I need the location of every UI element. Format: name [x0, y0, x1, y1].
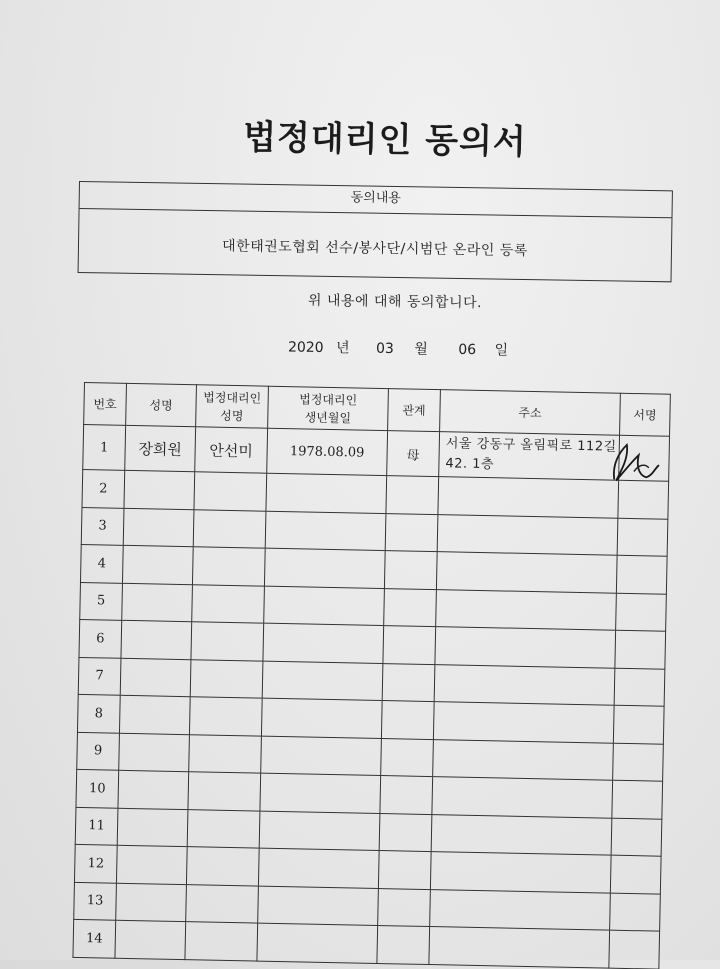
row-name [117, 808, 188, 847]
row-signature [614, 668, 665, 706]
row-number: 5 [80, 582, 123, 620]
row-number: 12 [74, 844, 117, 882]
row-guardian-birth [258, 886, 379, 926]
row-address [435, 627, 616, 668]
header-name: 성명 [126, 383, 197, 426]
row-signature [612, 780, 663, 818]
row-number: 1 [83, 425, 126, 471]
row-relation [385, 513, 438, 552]
row-name [119, 733, 190, 772]
consent-header-label: 동의내용 [350, 190, 401, 207]
row-signature [616, 555, 667, 593]
page-title: 법정대리인 동의서 [242, 117, 528, 163]
row-relation [380, 776, 433, 815]
row-guardian-birth [262, 661, 383, 701]
row-number: 3 [81, 507, 124, 545]
row-name [124, 470, 195, 509]
row-name [118, 770, 189, 809]
row-guardian-birth [260, 773, 381, 813]
agree-statement: 위 내용에 대해 동의합니다. [307, 292, 483, 312]
date-line [288, 336, 508, 359]
row-relation [378, 888, 431, 927]
row-guardian-birth [261, 736, 382, 776]
row-guardian-birth [265, 511, 386, 551]
row-guardian-name [192, 584, 265, 623]
row-address [430, 889, 611, 930]
header-number: 번호 [84, 383, 127, 426]
row-relation: 母 [387, 431, 440, 477]
row-name [115, 920, 186, 959]
row-guardian-name [185, 922, 258, 961]
row-guardian-name: 안선미 [195, 427, 268, 473]
row-number: 13 [74, 882, 117, 920]
row-address [432, 777, 613, 818]
row-relation [384, 588, 437, 627]
date-day-unit: 일 [494, 342, 509, 359]
date-year: 2020 [287, 339, 324, 356]
row-address [438, 477, 619, 518]
row-guardian-name [186, 847, 259, 886]
row-signature [610, 893, 661, 931]
row-number: 10 [76, 769, 119, 807]
header-address: 주소 [440, 390, 621, 436]
row-guardian-birth [257, 923, 378, 963]
date-year-unit: 년 [335, 340, 350, 357]
row-name [121, 620, 192, 659]
row-relation [377, 926, 430, 965]
row-name [122, 545, 193, 584]
row-guardian-birth [264, 586, 385, 626]
row-name [119, 695, 190, 734]
registration-table [72, 382, 670, 969]
header-guardian-name-line1: 법정대리인 [203, 389, 262, 406]
row-signature [613, 743, 664, 781]
row-guardian-birth: 1978.08.09 [267, 428, 388, 475]
handwritten-signature [604, 434, 665, 495]
row-name: 장희원 [125, 425, 196, 471]
row-number: 2 [82, 469, 125, 507]
row-name [120, 658, 191, 697]
header-guardian-birth [268, 386, 389, 430]
date-month: 03 [375, 340, 395, 357]
row-guardian-name [186, 884, 259, 923]
row-number: 7 [78, 657, 121, 695]
row-guardian-name [194, 472, 267, 511]
row-number: 11 [75, 807, 118, 845]
row-signature [617, 518, 668, 556]
registration-table-wrap [72, 382, 670, 969]
row-number: 4 [80, 544, 123, 582]
row-relation [386, 476, 439, 515]
row-relation [378, 851, 431, 890]
row-guardian-birth [261, 698, 382, 738]
row-address [433, 739, 614, 780]
row-signature [616, 593, 667, 631]
row-guardian-birth [259, 811, 380, 851]
row-guardian-birth [258, 848, 379, 888]
row-guardian-name [187, 809, 260, 848]
row-guardian-birth [266, 473, 387, 513]
row-address [436, 552, 617, 593]
row-name [116, 845, 187, 884]
row-guardian-birth [263, 623, 384, 663]
header-relation: 관계 [388, 389, 441, 432]
row-name [123, 508, 194, 547]
row-guardian-name [192, 547, 265, 586]
date-day: 06 [458, 341, 477, 359]
row-guardian-name [189, 734, 262, 773]
consent-body: 대한태권도협회 선수/봉사단/시범단 온라인 등록 [221, 238, 528, 260]
header-guardian-name-line2: 성명 [220, 408, 244, 423]
row-address [431, 814, 612, 855]
row-signature [611, 818, 662, 856]
row-address [436, 589, 617, 630]
row-guardian-name [193, 509, 266, 548]
row-guardian-name [189, 697, 262, 736]
header-guardian-name [196, 385, 269, 428]
row-address: 서울 강동구 올림픽로 112길 42. 1층 [439, 432, 620, 481]
row-signature [613, 705, 664, 743]
row-number: 14 [73, 919, 116, 957]
header-guardian-birth-line1: 법정대리인 [299, 391, 358, 407]
row-name [116, 883, 187, 922]
row-relation [381, 738, 434, 777]
row-address [429, 927, 610, 968]
row-signature [615, 630, 666, 668]
row-address [430, 852, 611, 893]
row-number: 6 [79, 619, 122, 657]
row-guardian-birth [264, 548, 385, 588]
row-number: 8 [77, 694, 120, 732]
row-number: 9 [77, 732, 120, 770]
row-guardian-name [190, 659, 263, 698]
header-guardian-birth-line2: 생년월일 [304, 409, 352, 425]
header-signature: 서명 [620, 393, 671, 436]
row-address [437, 514, 618, 555]
row-guardian-name [188, 772, 261, 811]
row-name [122, 583, 193, 622]
row-guardian-name [191, 622, 264, 661]
row-relation [382, 663, 435, 702]
row-relation [381, 701, 434, 740]
row-relation [379, 813, 432, 852]
row-address [434, 664, 615, 705]
row-address [433, 702, 614, 743]
row-signature [609, 930, 660, 968]
row-relation [384, 551, 437, 590]
date-month-unit: 월 [414, 341, 428, 358]
row-signature [610, 855, 661, 893]
row-relation [383, 626, 436, 665]
consent-box [78, 181, 673, 282]
